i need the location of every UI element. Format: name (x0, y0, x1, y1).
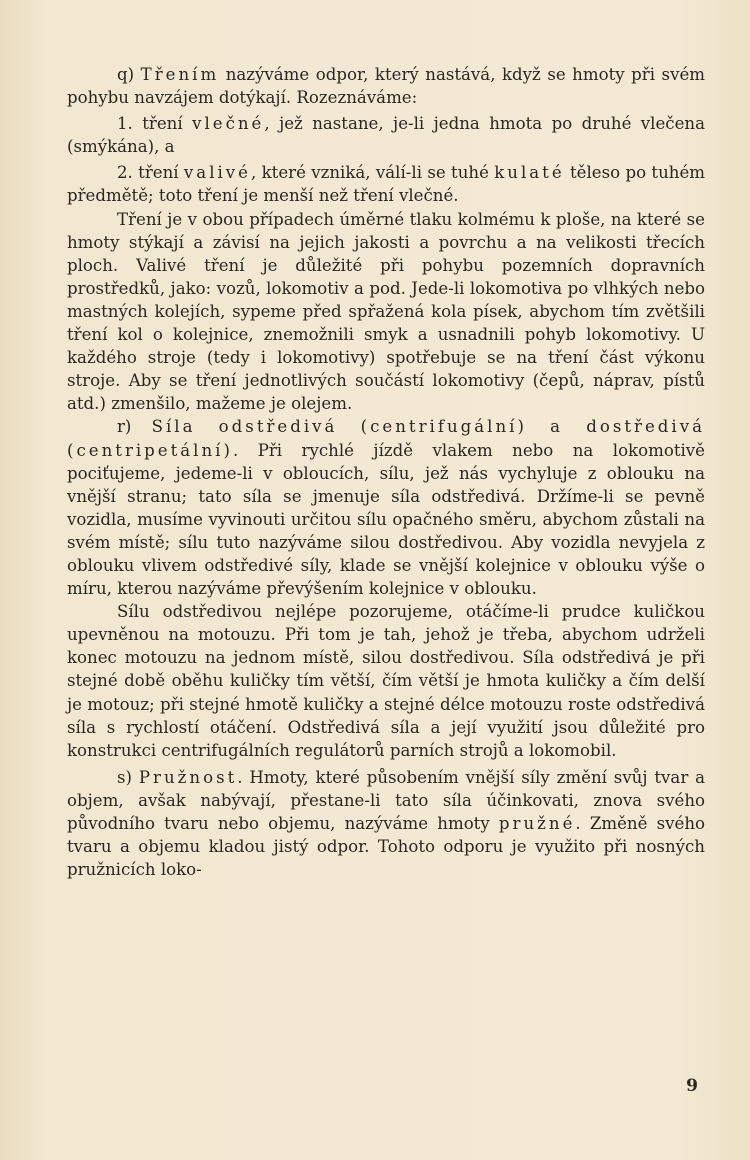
text-run: . Hmoty, které působením vnější síly změní svůj tvar a objem, avšak nabývají, přestane-li tato síla účinkovati, znova svého původního tvaru nebo objemu, nazýváme hmoty (67, 767, 706, 833)
paragraph-q4 (67, 208, 705, 416)
text-run: nazýváme odpor, který nastává, když se hmoty při svém pohybu navzájem dotýkají. Rozeznáváme: (67, 65, 705, 108)
text-run: r) (117, 417, 152, 437)
emphasized-term: Třením (140, 65, 220, 84)
text-run: 2. tření (117, 163, 184, 183)
emphasized-term: Síla odstředivá (centrifugální) a dostředivá (centripetální) (67, 417, 705, 460)
text-run: Sílu odstředivou nejlépe pozorujeme, otáčíme-li prudce kuličkou upevněnou na motouzu. Při tom je tah, jehož je třeba, abychom udrželi konec motouzu na jednom místě, silou dostředivou. Síla odstředivá je při stejné době oběhu kuličky tím větší, čím větší je hmota kuličky a čím delší je motouz; při stejné hmotě kuličky a stejné délce motouzu roste odstředivá síla s rychlostí otáčení. Odstředivá síla a její využití jsou důležité pro konstrukci centrifugálních regulátorů parních strojů a lokomobil. (67, 602, 705, 760)
emphasized-term: pružné (498, 814, 576, 833)
emphasized-term: kulaté (494, 163, 565, 183)
text-run: q) (117, 65, 141, 84)
paragraph-q2 (67, 112, 705, 158)
paragraph-q1 (67, 63, 705, 109)
text-run: . Změně svého tvaru a objemu kladou jistý odpor. Tohoto odporu je využito při nosných pružnicích loko- (67, 814, 705, 880)
emphasized-term: Pružnost (138, 767, 238, 787)
paragraph-q3 (67, 161, 705, 207)
text-run: , jež nastane, je-li jedna hmota po druhé vlečena (smýkána), a (67, 114, 705, 157)
body-text (67, 63, 705, 881)
paragraph-r1 (67, 415, 705, 600)
paragraph-s1 (67, 766, 705, 881)
text-run: těleso po tuhém předmětě; toto tření je menší než tření vlečné. (67, 163, 706, 206)
text-run: s) (117, 767, 139, 787)
text-run: , které vzniká, válí-li se tuhé (251, 163, 495, 183)
emphasized-term: valivé (183, 163, 251, 183)
text-run: . Při rychlé jízdě vlakem nebo na lokomotivě pociťujeme, jedeme-li v obloucích, sílu, jež nás vychyluje z oblouku na vnější stranu; tato síla se jmenuje síla odstředivá. Držíme-li se pevně vozidla, musíme vyvinouti určitou sílu opačného směru, abychom zůstali na svém místě; sílu tuto nazýváme silou dostředivou. Aby vozidla nevyjela z oblouku vlivem odstředivé síly, klade se vnější kolejnice v oblouku výše o míru, kterou nazýváme převýšením kolejnice v oblouku. (67, 440, 705, 599)
emphasized-term: vlečné (192, 114, 265, 134)
text-run: 1. tření (117, 114, 193, 134)
paragraph-r2 (67, 600, 705, 762)
page-number: 9 (686, 1076, 698, 1096)
text-run: Tření je v obou případech úměrné tlaku kolmému k ploše, na které se hmoty stýkají a závisí na jejich jakosti a povrchu a na velikosti třecích ploch. Valivé tření je důležité při pohybu pozemních dopravních prostředků, jako: vozů, lokomotiv a pod. Jede-li lokomotiva po vlhkých nebo mastných kolejích, sypeme před spřažená kola písek, abychom tím zvětšili tření kol o kolejnice, znemožnili smyk a usnadnili pohyb lokomotivy. U každého stroje (tedy i lokomotivy) spotřebuje se na tření část výkonu stroje. Aby se tření jednotlivých součástí lokomotivy (čepů, náprav, pístů atd.) zmenšilo, mažeme je olejem. (67, 209, 705, 414)
